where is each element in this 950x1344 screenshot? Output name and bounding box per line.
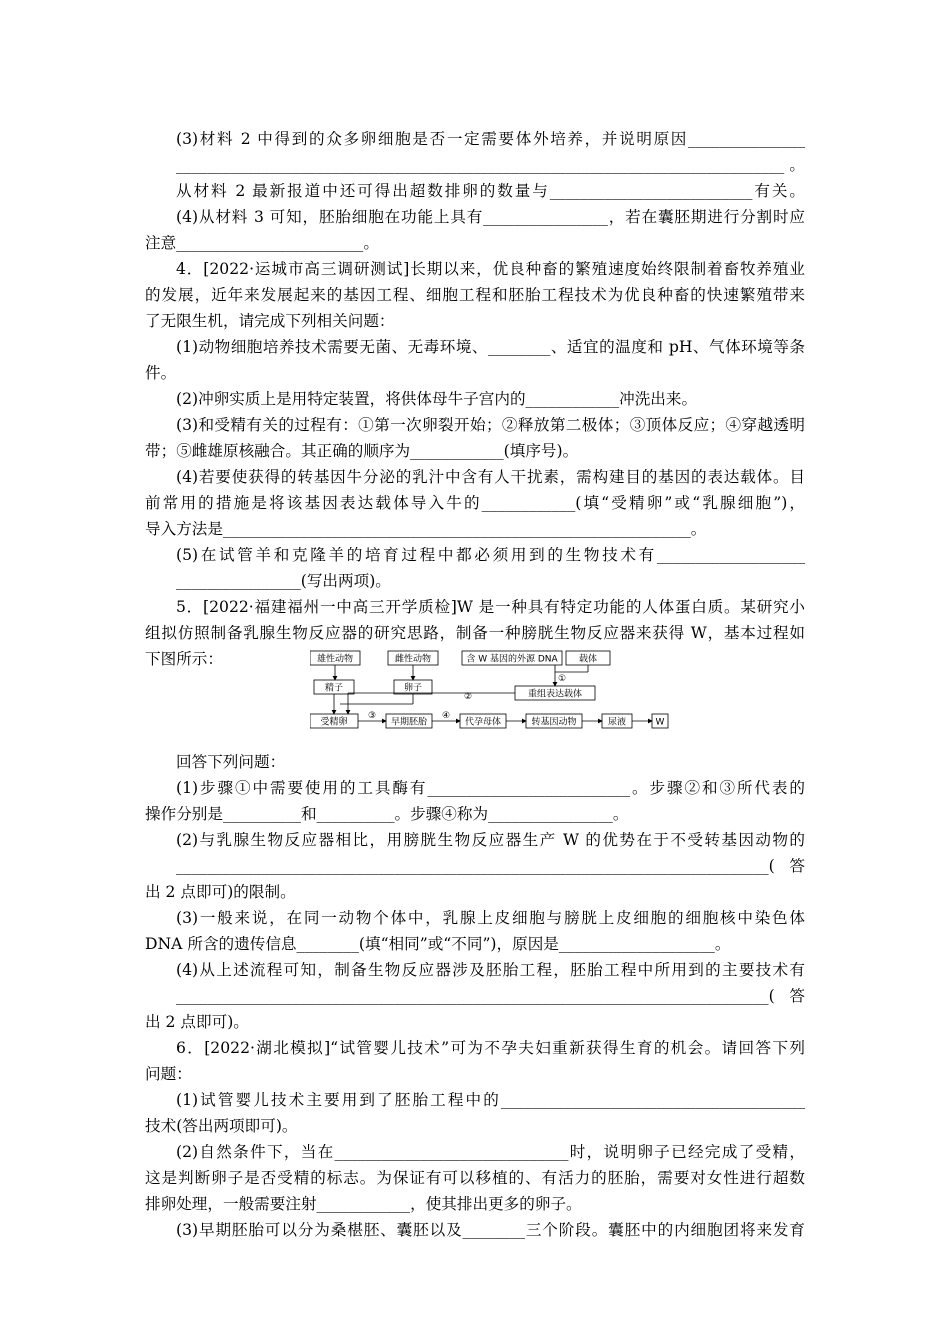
q4-3-line: (3)和受精有关的过程有：①第一次卵裂开始；②释放第二极体；③顶体反应；④穿越透明	[176, 416, 805, 434]
surrogate-mother-label: 代孕母体	[464, 717, 502, 728]
q4-4-line: (4)若要使获得的转基因牛分泌的乳汁中含有人干扰素，需构建目的基因的表达载体。目	[176, 468, 805, 486]
q5-2-cont-line: 出 2 点即可)的限制。	[145, 883, 296, 901]
q4-1-cont-line: 件。	[145, 364, 177, 382]
q3-4-line: (4)从材料 3 可知，胚胎细胞在功能上具有________________，若在囊胚期进行分割时应	[176, 208, 805, 226]
foreign-dna-label: 含 W 基因的外源 DNA	[466, 654, 558, 665]
egg-label: 卵子	[403, 683, 423, 694]
q5-stem-line: 下图所示：	[145, 650, 223, 668]
q5-3-line: (3)一般来说，在同一动物个体中，乳腺上皮细胞与膀胱上皮细胞的细胞核中染色体	[176, 909, 805, 927]
q5-1-cont-line: 操作分别是__________和__________。步骤④称为________________。	[145, 805, 629, 823]
q6-2-line: (2)自然条件下，当在______________________________时，说明卵子已经完成了受精，	[176, 1143, 805, 1161]
q5-4-cont-line: ____________________________________________________________________________(答	[176, 987, 805, 1005]
q6-2-cont-line: 这是判断卵子是否受精的标志。为保证有可以移植的、有活力的胚胎，需要对女性进行超数	[145, 1169, 805, 1187]
early-embryo-label: 早期胚胎	[390, 717, 428, 728]
q6-3-line: (3)早期胚胎可以分为桑椹胚、囊胚以及________三个阶段。囊胚中的内细胞团将来发育	[176, 1221, 805, 1239]
male-animal-label: 雄性动物	[316, 654, 354, 665]
transgenic-animal-label: 转基因动物	[531, 717, 577, 728]
recombinant-vector-label: 重组表达载体	[527, 689, 583, 700]
q6-stem-line: 问题：	[145, 1065, 192, 1083]
fertilized-egg-label: 受精卵	[320, 717, 348, 728]
q5-prompt-line: 回答下列问题：	[176, 753, 286, 771]
q6-1-line: (1)试管婴儿技术主要用到了胚胎工程中的_______________________________________	[176, 1091, 805, 1109]
q4-3-cont-line: 带；⑤雌雄原核融合。其正确的顺序为____________(填序号)。	[145, 442, 579, 460]
q4-4-cont-line: 导入方法是____________________________________________________________。	[145, 520, 707, 538]
q5-stem-line: 组拟仿照制备乳腺生物反应器的研究思路，制备一种膀胱生物反应器来获得 W，基本过程如	[145, 624, 805, 642]
q3-3-line: (3)材料 2 中得到的众多卵细胞是否一定需要体外培养，并说明原因_______________	[176, 130, 805, 148]
q4-stem-line: 了无限生机，请完成下列相关问题：	[145, 312, 395, 330]
q3-3-answer-line: ______________________________________________________________________________。	[176, 156, 805, 174]
q5-1-line: (1)步骤①中需要使用的工具酶有__________________________。步骤②和③所代表的	[176, 779, 805, 797]
q4-5-line: (5)在试管羊和克隆羊的培育过程中都必须用到的生物技术有___________________	[176, 546, 805, 564]
q5-3-cont-line: DNA 所含的遗传信息________(填“相同”或“不同”)，原因是____________________。	[145, 935, 731, 953]
q5-2-line: (2)与乳腺生物反应器相比，用膀胱生物反应器生产 W 的优势在于不受转基因动物的	[176, 831, 805, 849]
q4-1-line: (1)动物细胞培养技术需要无菌、无毒环境、________、适宜的温度和 pH、气体环境等条	[176, 338, 805, 356]
q5-4-line: (4)从上述流程可知，制备生物反应器涉及胚胎工程，胚胎工程中所用到的主要技术有	[176, 961, 805, 979]
q4-stem-line: 的发展，近年来发展起来的基因工程、细胞工程和胚胎工程技术为优良种畜的快速繁殖带来	[145, 286, 805, 304]
q6-1-cont-line: 技术(答出两项即可)。	[145, 1117, 298, 1135]
urine-label: 尿液	[607, 717, 627, 728]
q6-stem-line: 6．[2022·湖北模拟]“试管婴儿技术”可为不孕夫妇重新获得生育的机会。请回答下列	[176, 1039, 805, 1057]
flow-diagram	[310, 650, 710, 735]
step4-label: ④	[441, 711, 451, 721]
q4-5-cont-line: ________________(写出两项)。	[176, 572, 391, 590]
q4-4-cont-line: 前常用的措施是将该基因表达载体导入牛的____________(填“受精卵”或“乳腺细胞”)，	[145, 494, 805, 512]
q3-3-follow-line: 从材料 2 最新报道中还可得出超数排卵的数量与__________________________有关。	[176, 182, 805, 200]
q4-stem-line: 4．[2022·运城市高三调研测试]长期以来，优良种畜的繁殖速度始终限制着畜牧养殖业	[176, 260, 805, 278]
sperm-label: 精子	[324, 683, 344, 694]
w-label: W	[655, 717, 665, 728]
step3-label: ③	[367, 711, 377, 721]
vector-label: 载体	[578, 654, 598, 665]
q5-stem-line: 5．[2022·福建福州一中高三开学质检]W 是一种具有特定功能的人体蛋白质。某研究小	[176, 598, 805, 616]
q6-2-cont-line: 排卵处理，一般需要注射____________，使其排出更多的卵子。	[145, 1195, 582, 1213]
step1-label: ①	[557, 674, 567, 684]
step2-label: ②	[463, 692, 473, 702]
q5-4-cont-line: 出 2 点即可)。	[145, 1013, 249, 1031]
female-animal-label: 雌性动物	[394, 654, 432, 665]
q4-2-line: (2)冲卵实质上是用特定装置，将供体母牛子宫内的____________冲洗出来。	[176, 390, 698, 408]
q5-2-cont-line: ____________________________________________________________________________(答	[176, 857, 805, 875]
q3-4-cont-line: 注意________________________。	[145, 234, 379, 252]
